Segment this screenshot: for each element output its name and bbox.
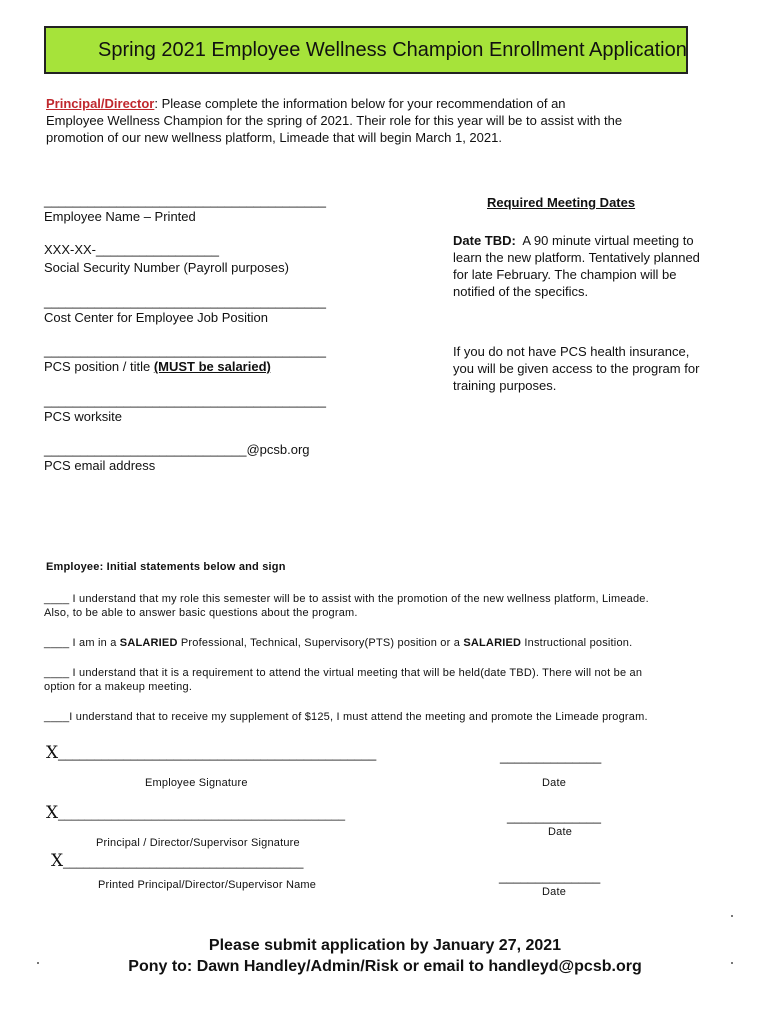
principal-date-field[interactable]: _____________	[507, 809, 601, 824]
insurance-line-2: you will be given access to the program for	[453, 361, 700, 376]
cost-center-label: Cost Center for Employee Job Position	[44, 310, 268, 325]
principal-signature-underline: ___________________________________________	[58, 807, 346, 821]
statement-2	[44, 636, 724, 650]
employee-signature-label: Employee Signature	[145, 777, 248, 789]
meeting-line-2: learn the new platform. Tentatively planned	[453, 250, 700, 265]
intro-lead: Principal/Director	[46, 96, 155, 111]
statement-3	[44, 666, 724, 694]
title-banner	[44, 26, 688, 74]
statements-heading: Employee: Initial statements below and sign	[46, 561, 286, 573]
statement-1a: ____ I understand that my role this semester will be to assist with the promotion of the new wellness platform, Limeade.	[44, 593, 649, 605]
employee-name-field[interactable]: _______________________________________	[44, 193, 326, 208]
principal-signature-line[interactable]	[46, 803, 345, 823]
x-mark: X	[46, 743, 59, 763]
printed-name-label: Printed Principal/Director/Supervisor Name	[98, 879, 317, 891]
meeting-details	[453, 232, 733, 300]
printed-date-field[interactable]: ______________	[499, 869, 601, 884]
employee-date-label: Date	[542, 777, 567, 789]
intro-paragraph	[46, 95, 696, 146]
insurance-line-1: If you do not have PCS health insurance,	[453, 344, 690, 359]
meeting-heading: Required Meeting Dates	[487, 195, 636, 210]
principal-date-label: Date	[548, 826, 573, 838]
intro-line-2: Employee Wellness Champion for the spring of 2021. Their role for this year will be to assist with the	[46, 113, 623, 128]
meeting-line-3: for late February. The champion will be	[453, 267, 677, 282]
scan-speck	[37, 962, 39, 964]
scan-speck	[731, 915, 733, 917]
email-label: PCS email address	[44, 458, 156, 473]
statement-2-mid: Professional, Technical, Supervisory(PTS) position or a	[177, 637, 464, 649]
worksite-field[interactable]: _______________________________________	[44, 393, 326, 408]
meeting-line-1: A 90 minute virtual meeting to	[515, 233, 694, 248]
employee-name-label: Employee Name – Printed	[44, 209, 196, 224]
x-mark: X	[51, 851, 64, 871]
position-label	[44, 359, 271, 374]
email-field[interactable]: ____________________________@pcsb.org	[44, 442, 310, 457]
intro-line-1: : Please complete the information below for your recommendation of an	[154, 96, 566, 111]
position-field[interactable]: _______________________________________	[44, 343, 326, 358]
position-note: (MUST be salaried)	[153, 359, 271, 374]
ssn-label: Social Security Number (Payroll purposes)	[44, 260, 289, 275]
printed-date-label: Date	[542, 886, 567, 898]
submission-instructions: Pony to: Dawn Handley/Admin/Risk or email to handleyd@pcsb.org	[128, 958, 642, 975]
employee-signature-underline: ____________________________________________	[58, 746, 377, 761]
scan-speck	[731, 962, 733, 964]
printed-name-line[interactable]	[51, 851, 303, 871]
insurance-note	[453, 343, 743, 394]
ssn-field[interactable]: XXX-XX-_________________	[44, 242, 219, 257]
submit-deadline: Please submit application by January 27, 2021	[208, 937, 562, 954]
insurance-line-3: training purposes.	[453, 378, 557, 393]
meeting-line-4: notified of the specifics.	[453, 284, 589, 299]
statement-2-post: Instructional position.	[521, 637, 633, 649]
worksite-label: PCS worksite	[44, 409, 123, 424]
statement-1	[44, 592, 724, 620]
statement-2-pre: ____ I am in a	[44, 637, 120, 649]
statement-1b: Also, to be able to answer basic questions about the program.	[44, 607, 358, 619]
statement-4: ____I understand that to receive my supplement of $125, I must attend the meeting and promote the Limeade program.	[44, 711, 648, 723]
statement-3a: ____ I understand that it is a requirement to attend the virtual meeting that will be held(date TBD). There will not be an	[44, 667, 643, 679]
meeting-date-label: Date TBD:	[453, 233, 516, 248]
cost-center-field[interactable]: _______________________________________	[44, 294, 326, 309]
statement-2-bold-1: SALARIED	[119, 637, 178, 649]
principal-signature-label: Principal / Director/Supervisor Signature	[96, 837, 300, 849]
employee-signature-line[interactable]	[46, 743, 376, 763]
page-title: Spring 2021 Employee Wellness Champion Enrollment Application	[98, 38, 687, 61]
x-mark: X	[46, 803, 59, 823]
statement-2-bold-2: SALARIED	[463, 637, 522, 649]
printed-name-underline: ____________________________________	[63, 855, 304, 869]
position-label-text: PCS position / title	[44, 359, 154, 374]
statement-3b: option for a makeup meeting.	[44, 681, 193, 693]
intro-line-3: promotion of our new wellness platform, Limeade that will begin March 1, 2021.	[46, 130, 502, 145]
employee-date-field[interactable]: ______________	[500, 749, 602, 764]
